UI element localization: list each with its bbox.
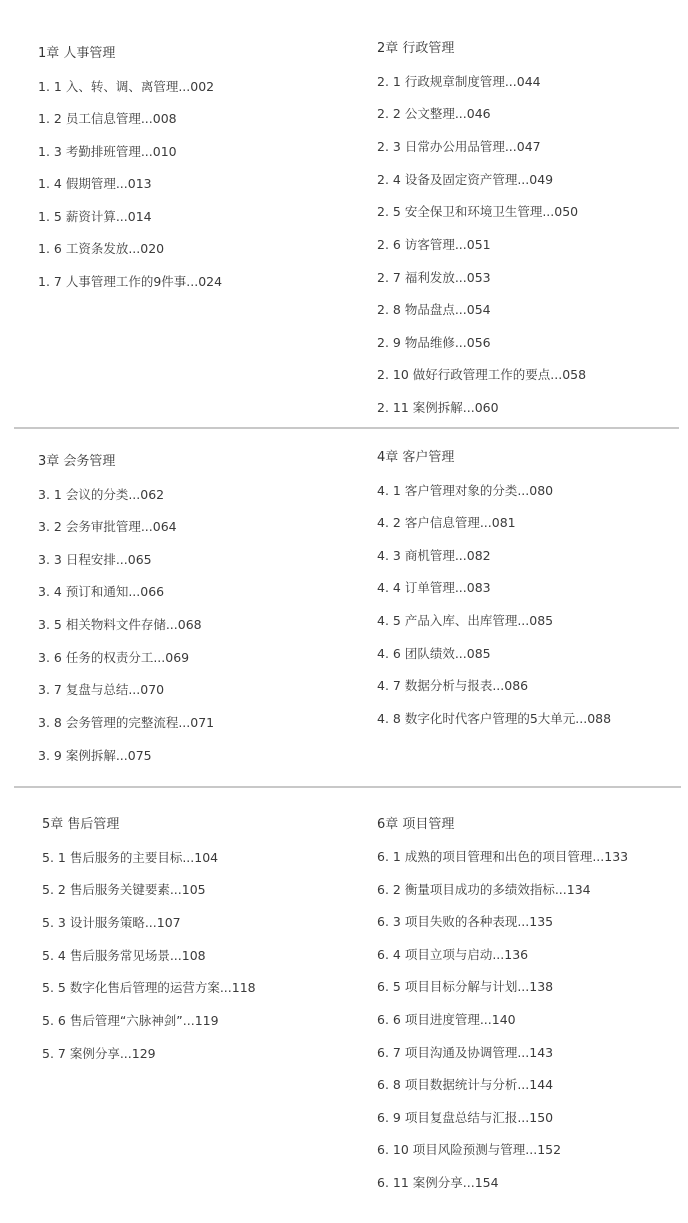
- toc-item: 5. 7 案例分享...129: [42, 1046, 156, 1061]
- chapter-title: 5章 售后管理: [42, 817, 120, 832]
- toc-item: 3. 5 相关物料文件存储...068: [38, 617, 202, 632]
- toc-item: 5. 1 售后服务的主要目标...104: [42, 850, 219, 865]
- toc-item: 4. 8 数字化时代客户管理的5大单元...088: [377, 711, 612, 726]
- toc-item: 6. 1 成熟的项目管理和出色的项目管理...133: [377, 849, 629, 864]
- toc-item: 5. 5 数字化售后管理的运营方案...118: [42, 980, 256, 995]
- chapter-title: 6章 项目管理: [377, 817, 455, 832]
- chapter-title: 3章 会务管理: [38, 454, 116, 469]
- toc-item: 5. 4 售后服务常见场景...108: [42, 948, 206, 963]
- toc-item: 4. 2 客户信息管理...081: [377, 515, 516, 530]
- chapter-title: 1章 人事管理: [38, 46, 116, 61]
- toc-item: 5. 2 售后服务关键要素...105: [42, 882, 206, 897]
- toc-item: 6. 4 项目立项与启动...136: [377, 947, 529, 962]
- toc-item: 6. 5 项目目标分解与计划...138: [377, 979, 554, 994]
- toc-item: 5. 3 设计服务策略...107: [42, 915, 181, 930]
- toc-item: 2. 2 公文整理...046: [377, 106, 491, 121]
- toc-item: 2. 9 物品维修...056: [377, 335, 491, 350]
- toc-item: 2. 6 访客管理...051: [377, 237, 491, 252]
- toc-item: 6. 3 项目失败的各种表现...135: [377, 914, 554, 929]
- toc-item: 6. 6 项目进度管理...140: [377, 1012, 516, 1027]
- toc-item: 1. 1 入、转、调、离管理...002: [38, 79, 215, 94]
- toc-item: 4. 1 客户管理对象的分类...080: [377, 483, 554, 498]
- toc-item: 2. 10 做好行政管理工作的要点...058: [377, 367, 587, 382]
- toc-item: 1. 3 考勤排班管理...010: [38, 144, 177, 159]
- toc-item: 5. 6 售后管理“六脉神剑”...119: [42, 1013, 219, 1028]
- toc-item: 3. 8 会务管理的完整流程...071: [38, 715, 215, 730]
- toc-item: 6. 7 项目沟通及协调管理...143: [377, 1045, 554, 1060]
- toc-item: 2. 1 行政规章制度管理...044: [377, 74, 541, 89]
- toc-item: 3. 2 会务审批管理...064: [38, 519, 177, 534]
- section-divider: [14, 786, 681, 788]
- toc-item: 2. 8 物品盘点...054: [377, 302, 491, 317]
- toc-item: 6. 8 项目数据统计与分析...144: [377, 1077, 554, 1092]
- toc-item: 6. 11 案例分享...154: [377, 1175, 499, 1190]
- toc-item: 4. 6 团队绩效...085: [377, 646, 491, 661]
- toc-item: 1. 7 人事管理工作的9件事...024: [38, 274, 223, 289]
- toc-item: 3. 3 日程安排...065: [38, 552, 152, 567]
- toc-item: 6. 2 衡量项目成功的多绩效指标...134: [377, 882, 591, 897]
- toc-item: 1. 4 假期管理...013: [38, 176, 152, 191]
- section-divider: [14, 427, 679, 429]
- toc-item: 2. 5 安全保卫和环境卫生管理...050: [377, 204, 579, 219]
- toc-item: 2. 3 日常办公用品管理...047: [377, 139, 541, 154]
- toc-item: 4. 4 订单管理...083: [377, 580, 491, 595]
- toc-item: 1. 2 员工信息管理...008: [38, 111, 177, 126]
- toc-item: 3. 4 预订和通知...066: [38, 584, 165, 599]
- toc-item: 6. 10 项目风险预测与管理...152: [377, 1142, 562, 1157]
- toc-item: 3. 9 案例拆解...075: [38, 748, 152, 763]
- toc-item: 1. 5 薪资计算...014: [38, 209, 152, 224]
- chapter-title: 4章 客户管理: [377, 450, 455, 465]
- toc-item: 1. 6 工资条发放...020: [38, 241, 165, 256]
- toc-item: 2. 11 案例拆解...060: [377, 400, 499, 415]
- toc-item: 6. 9 项目复盘总结与汇报...150: [377, 1110, 554, 1125]
- toc-item: 3. 6 任务的权责分工...069: [38, 650, 190, 665]
- toc-item: 2. 4 设备及固定资产管理...049: [377, 172, 554, 187]
- chapter-title: 2章 行政管理: [377, 41, 455, 56]
- toc-item: 4. 3 商机管理...082: [377, 548, 491, 563]
- toc-item: 3. 1 会议的分类...062: [38, 487, 165, 502]
- toc-item: 2. 7 福利发放...053: [377, 270, 491, 285]
- toc-item: 3. 7 复盘与总结...070: [38, 682, 165, 697]
- toc-item: 4. 7 数据分析与报表...086: [377, 678, 529, 693]
- toc-item: 4. 5 产品入库、出库管理...085: [377, 613, 554, 628]
